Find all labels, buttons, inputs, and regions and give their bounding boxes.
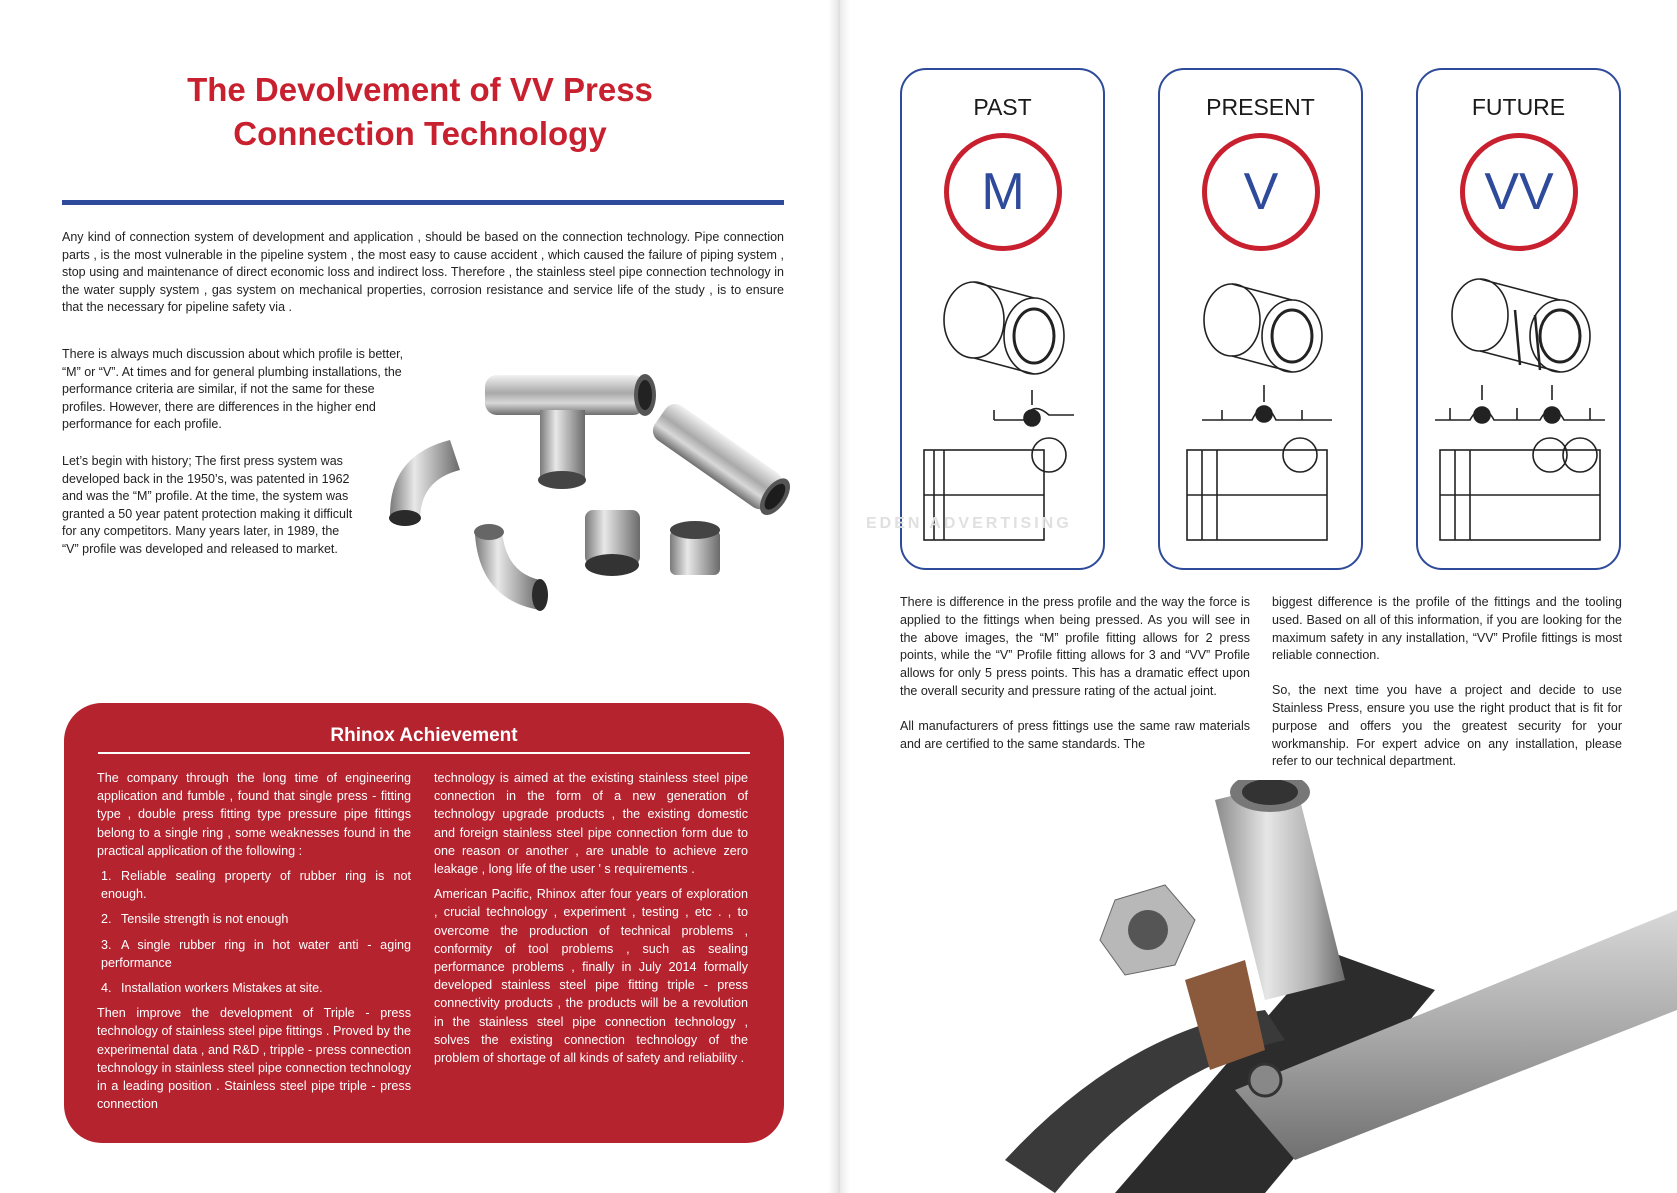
next-time-paragraph: So, the next time you have a project and decide to use Stainless Press, ensure you use the right product that is fit for purpose and offers you the greatest security for your workmanship. For expert advice on any installation, please refer to our technical department. (1272, 683, 1622, 769)
page-title (150, 68, 690, 156)
press-profile-paragraph: There is difference in the press profile and the way the force is applied to the fittings when being pressed. As you will see in the above images, the “M” profile fitting allows for 2 press points, while the “V” Profile fitting allows for 3 and “VV” Profile allows for only 5 press points. This has a dramatic effect upon the overall security and pressure rating of the actual joint. (900, 595, 1250, 698)
pipe-fittings-photo (380, 360, 830, 660)
profile-badge (944, 133, 1062, 251)
weakness-list (97, 867, 411, 997)
list-item: 4. Installation workers Mistakes at site. (101, 981, 323, 996)
achievement-col2-para-1: technology is aimed at the existing stainless steel pipe connection in the form of a new generation of technology upgrade products , the existing domestic and foreign stainless steel pipe connection form due to one reason or another , are unable to achieve zero leakage , long life of the user ' s requirements . (434, 771, 748, 877)
list-item: 1. Reliable sealing property of rubber ring is not enough. (101, 869, 411, 902)
profile-card-past (900, 68, 1105, 570)
biggest-difference-paragraph: biggest difference is the profile of the fittings and the tooling used. Based on all of this information, if you are looking for the maximum safety in any installation, “VV” Profile fittings is most reliable connection. (1272, 595, 1622, 663)
achievement-conclusion: Then improve the development of Triple - press technology of stainless steel pipe fittings . Proved by the experimental data , and R&D , tripple - press connection technology in stainless steel pipe connection technology in a leading position . Stainless steel pipe triple - press connection (97, 1006, 411, 1112)
achievement-intro: The company through the long time of engineering application and fumble , found that single press - fitting type , double press fitting type pressure pipe fittings belong to a single ring , some weaknesses found in the practical application of the following : (97, 771, 411, 858)
right-text-column-2 (1272, 594, 1622, 788)
achievement-divider (98, 752, 750, 754)
achievement-panel (64, 703, 784, 1143)
profile-badge (1202, 133, 1320, 251)
achievement-column-2 (434, 769, 748, 1074)
profile-letter: VV (1484, 163, 1554, 221)
manufacturers-paragraph: All manufacturers of press fittings use the same raw materials and are certified to the same standards. The (900, 718, 1250, 751)
profile-discussion-paragraph: There is always much discussion about which profile is better, “M” or “V”. At times and for general plumbing installations, the performance criteria are similar, if not the same for these profiles. However, there are differences in the higher end performance for each profile. (62, 347, 404, 431)
achievement-column-1 (97, 769, 411, 1120)
title-divider (62, 200, 784, 205)
tee-fitting (485, 374, 656, 489)
vv-profile-drawing (1430, 270, 1610, 560)
title-line-2: Connection Technology (233, 115, 607, 152)
achievement-title: Rhinox Achievement (330, 725, 518, 746)
press-tool-photo (965, 780, 1677, 1193)
watermark-text: EDEN ADVERTISING (866, 515, 1072, 532)
history-paragraph: Let’s begin with history; The first press system was developed back in the 1950’s, was patented in 1962 and was the “M” profile. At the time, the system was granted a 50 year patent protection making it difficult for any competitors. Many years later, in 1989, the “V” profile was developed and released to market. (62, 454, 353, 556)
card-label: FUTURE (1471, 94, 1566, 120)
profile-badge (1460, 133, 1578, 251)
right-text-column-1 (900, 594, 1250, 770)
achievement-col2-para-2: American Pacific, Rhinox after four years of exploration , crucial technology , experiment , testing , etc . , to overcome the production of technical problems , conformity of tool problems , such as sealing performance problems , finally in July 2014 formally developed stainless steel pipe fitting triple - press connectivity products , the products will be a revolution in the stainless steel pipe connection technology , solves the existing connection technology of the problem of shortage of all kinds of safety and reliability . (434, 887, 748, 1066)
list-item: 3. A single rubber ring in hot water anti - aging performance (101, 937, 411, 970)
profile-card-present (1158, 68, 1363, 570)
title-line-1: The Devolvement of VV Press (187, 71, 653, 108)
intro-paragraph: Any kind of connection system of development and application , should be based on the connection technology. Pipe connection parts , is the most vulnerable in the pipeline system , the most easy to cause accident , which caused the failure of piping system , stop using and maintenance of direct economic loss and indirect loss. Therefore , the stainless steel pipe connection technology in the water supply system , gas system on mechanical properties, corrosion resistance and service life of the study , is to ensure that the necessary for pipeline safety via . (62, 230, 784, 314)
v-profile-drawing (1172, 270, 1352, 560)
profile-letter: V (1243, 163, 1279, 221)
card-label: PAST (973, 94, 1032, 120)
page-gutter (828, 0, 850, 1193)
card-label: PRESENT (1206, 94, 1315, 120)
profile-card-future (1416, 68, 1621, 570)
profile-letter: M (981, 163, 1025, 221)
list-item: 2. Tensile strength is not enough (101, 912, 289, 927)
